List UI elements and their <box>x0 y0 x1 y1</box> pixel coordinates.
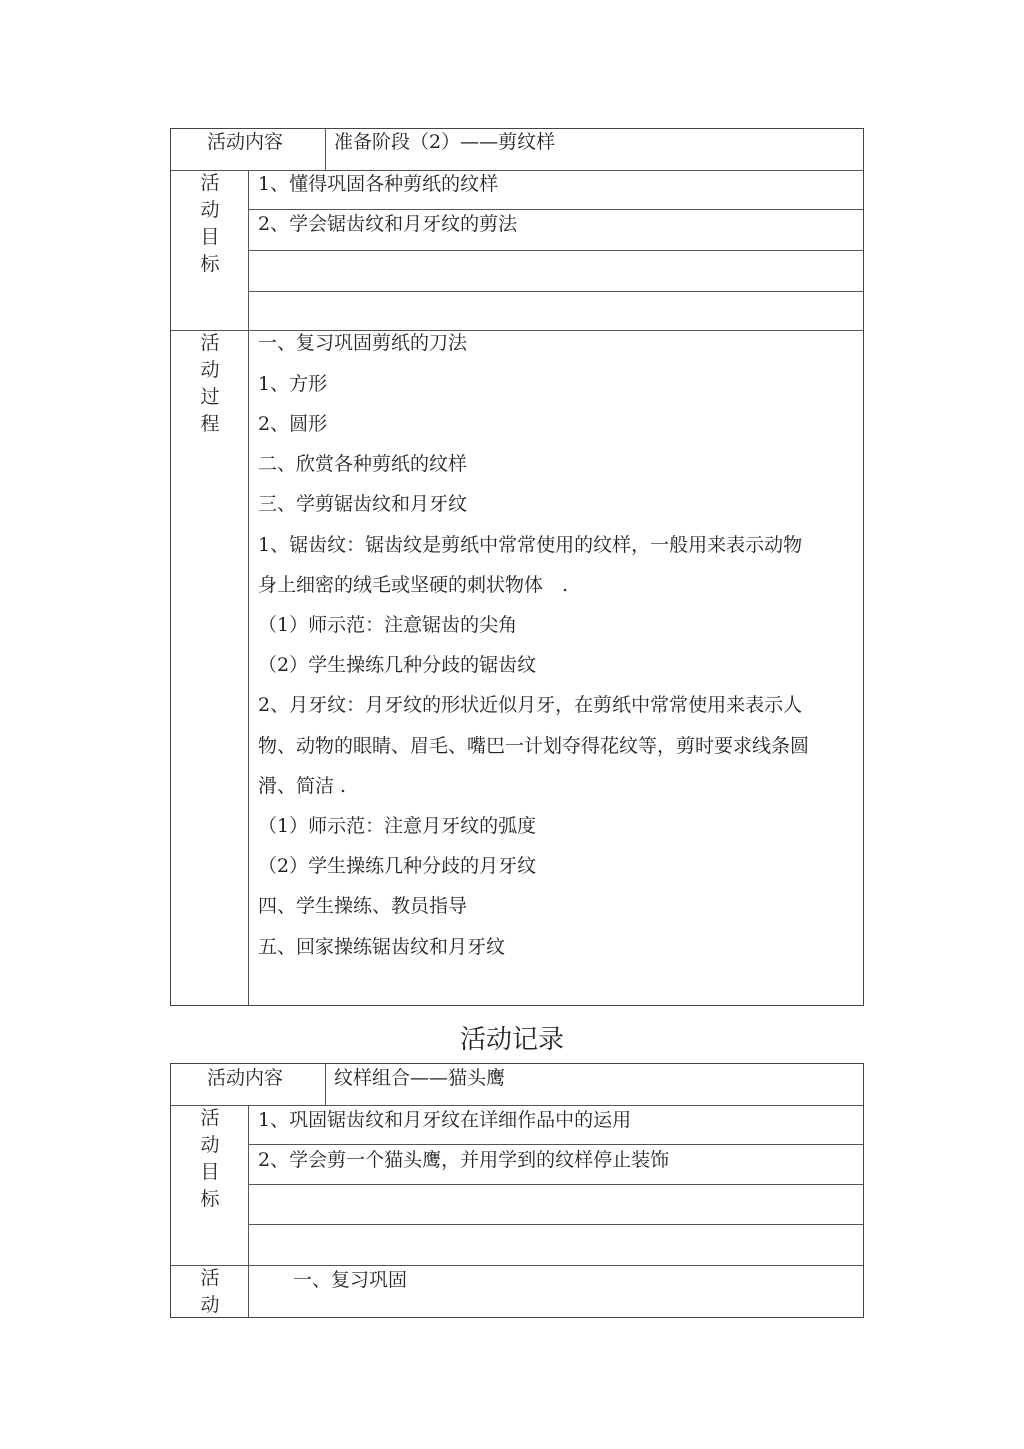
divider <box>325 129 326 170</box>
process-line: 2、圆形 <box>258 413 328 435</box>
process-line: （1）师示范：注意月牙纹的弧度 <box>258 815 537 837</box>
header-label: 活动内容 <box>207 1067 284 1089</box>
divider <box>171 1105 863 1106</box>
divider <box>248 1144 863 1145</box>
divider <box>325 1064 326 1105</box>
process-line: 二、欣赏各种剪纸的纹样 <box>258 453 468 475</box>
divider <box>248 1224 863 1225</box>
process-line: 滑、简洁 . <box>258 775 347 797</box>
goal-section-label: 活 动 目 标 <box>200 172 220 275</box>
divider <box>171 1265 863 1266</box>
activity-table-1 <box>170 128 864 1006</box>
divider <box>171 330 863 331</box>
divider <box>248 1184 863 1185</box>
divider <box>248 291 863 292</box>
process-section-label: 活 动 过 程 <box>200 332 220 435</box>
process-line: 一、复习巩固剪纸的刀法 <box>258 332 468 354</box>
divider <box>248 250 863 251</box>
process-line: （2）学生操练几种分歧的锯齿纹 <box>258 654 537 676</box>
process-line: 四、学生操练、教员指导 <box>258 895 468 917</box>
divider <box>248 170 249 1005</box>
header-label: 活动内容 <box>207 131 284 153</box>
goal-item: 2、学会锯齿纹和月牙纹的剪法 <box>258 213 518 235</box>
process-line: 1、锯齿纹：锯齿纹是剪纸中常常使用的纹样，一般用来表示动物 <box>258 534 803 556</box>
process-line: 身上细密的绒毛或坚硬的刺状物体 . <box>258 574 569 596</box>
process-line: 一、复习巩固 <box>293 1269 408 1291</box>
process-line: 五、回家操练锯齿纹和月牙纹 <box>258 936 506 958</box>
divider <box>171 170 863 171</box>
section-title: 活动记录 <box>459 1025 564 1055</box>
goal-item: 1、巩固锯齿纹和月牙纹在详细作品中的运用 <box>258 1109 632 1131</box>
goal-item: 1、懂得巩固各种剪纸的纹样 <box>258 173 499 195</box>
goal-section-label: 活 动 目 标 <box>200 1107 220 1210</box>
header-value: 纹样组合——猫头鹰 <box>334 1067 506 1089</box>
process-line: 物、动物的眼睛、眉毛、嘴巴一计划夺得花纹等，剪时要求线条圆 <box>258 735 810 757</box>
header-value: 准备阶段（2）——剪纹样 <box>334 131 556 153</box>
process-line: 1、方形 <box>258 373 328 395</box>
activity-table-2 <box>170 1063 864 1318</box>
goal-item: 2、学会剪一个猫头鹰，并用学到的纹样停止装饰 <box>258 1149 670 1171</box>
process-line: （1）师示范：注意锯齿的尖角 <box>258 614 518 636</box>
process-line: （2）学生操练几种分歧的月牙纹 <box>258 855 537 877</box>
divider <box>248 209 863 210</box>
process-line: 三、学剪锯齿纹和月牙纹 <box>258 493 468 515</box>
process-line: 2、月牙纹：月牙纹的形状近似月牙，在剪纸中常常使用来表示人 <box>258 694 803 716</box>
process-section-label: 活 动 <box>200 1267 220 1316</box>
